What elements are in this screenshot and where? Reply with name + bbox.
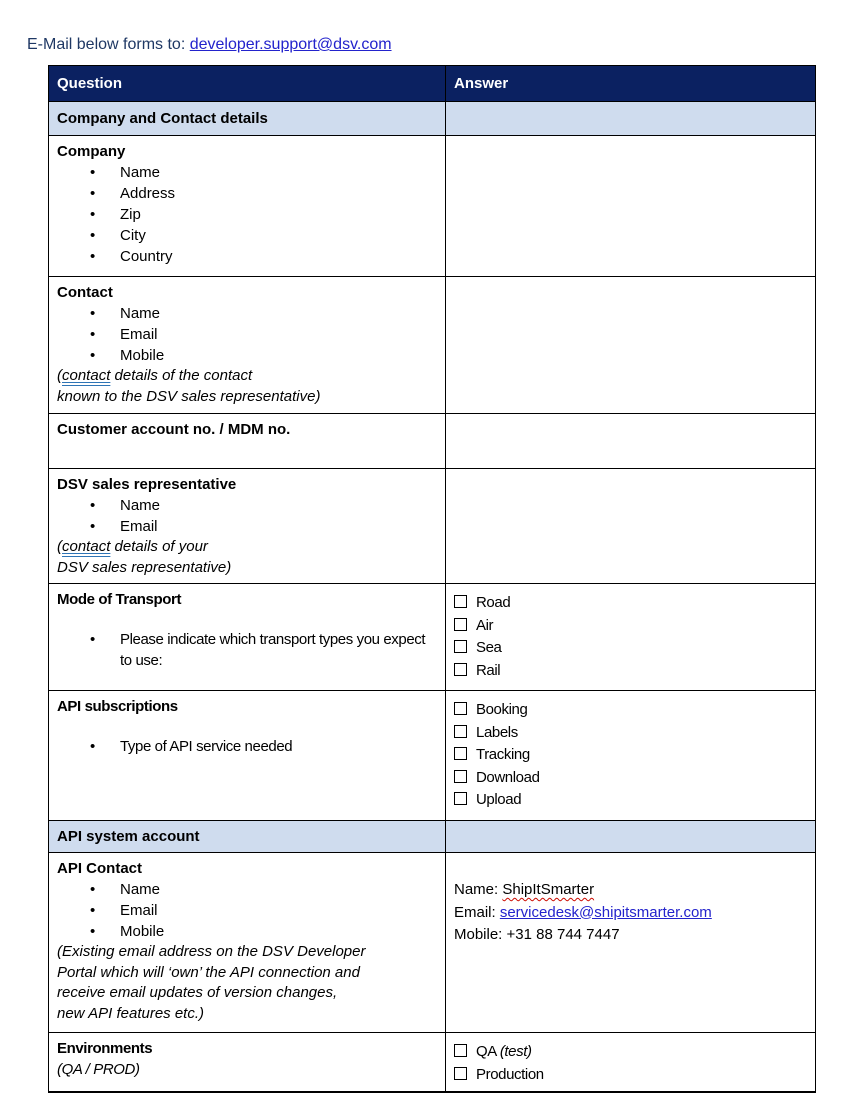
table-row-environments xyxy=(49,1033,816,1093)
checkbox-label: Booking xyxy=(476,701,528,718)
checkbox-option-production[interactable] xyxy=(454,1064,807,1087)
checkbox-icon[interactable] xyxy=(454,702,467,715)
note-text: details of your xyxy=(110,538,208,555)
question-cell-api-subscriptions xyxy=(49,691,446,821)
checkbox-icon[interactable] xyxy=(454,1044,467,1057)
api-contact-bullet-list xyxy=(57,879,437,942)
checkbox-option-sea[interactable] xyxy=(454,637,807,660)
question-title: Contact xyxy=(57,284,113,301)
table-row-mode-of-transport xyxy=(49,584,816,691)
question-title: DSV sales representative xyxy=(57,476,237,493)
checkbox-option-download[interactable] xyxy=(454,767,807,790)
transport-options xyxy=(454,589,807,682)
environment-options xyxy=(454,1038,807,1086)
answer-cell-environments xyxy=(446,1033,816,1093)
checkbox-option-labels[interactable] xyxy=(454,722,807,745)
answer-cell-api-subscriptions xyxy=(446,691,816,821)
checkbox-option-tracking[interactable] xyxy=(454,744,807,767)
question-title: Mode of Transport xyxy=(57,591,182,608)
list-item: • Name xyxy=(57,303,437,324)
checkbox-option-rail[interactable] xyxy=(454,660,807,683)
note-text: ( xyxy=(57,367,62,384)
question-title: API subscriptions xyxy=(57,698,178,715)
checkbox-label: Road xyxy=(476,594,511,611)
question-title: Environments xyxy=(57,1040,153,1057)
section-row-api-system-account xyxy=(49,821,816,853)
list-item: • Type of API service needed xyxy=(57,736,437,757)
question-cell-contact xyxy=(49,277,446,414)
section-title: API system account xyxy=(57,828,200,845)
dsv-support-email-link[interactable]: developer.support@dsv.com xyxy=(189,36,392,53)
note-text: DSV sales representative) xyxy=(57,558,232,576)
intro-line xyxy=(27,36,392,54)
list-item: • Name xyxy=(57,162,437,183)
table-row-company xyxy=(49,136,816,277)
checkbox-option-road[interactable] xyxy=(454,592,807,615)
note-text: receive email updates of version changes, xyxy=(57,984,338,1001)
checkbox-label: Upload xyxy=(476,791,522,808)
list-item: • Please indicate which transport types you expect to use: xyxy=(57,629,437,671)
checkbox-option-booking[interactable] xyxy=(454,699,807,722)
section-title: Company and Contact details xyxy=(57,110,268,127)
list-item: • Name xyxy=(57,495,437,516)
checkbox-label: Download xyxy=(476,768,540,786)
servicedesk-email-link[interactable]: servicedesk@shipitsmarter.com xyxy=(499,903,712,921)
question-title: API Contact xyxy=(57,860,143,877)
checkbox-icon[interactable] xyxy=(454,725,467,738)
answer-column-header: Answer xyxy=(454,75,509,92)
table-row-api-subscriptions xyxy=(49,691,816,821)
spellcheck-flagged-word: ShipItSmarter xyxy=(502,881,595,898)
checkbox-label: QA xyxy=(476,1043,500,1060)
checkbox-label: Sea xyxy=(476,639,502,656)
checkbox-option-air[interactable] xyxy=(454,615,807,638)
question-cell-api-contact xyxy=(49,853,446,1033)
answer-cell-company[interactable] xyxy=(446,136,816,277)
checkbox-option-qa[interactable] xyxy=(454,1041,807,1064)
checkbox-label: Rail xyxy=(476,661,501,679)
answer-cell-contact[interactable] xyxy=(446,277,816,414)
email-label: Email: xyxy=(454,903,500,921)
list-item: • Zip xyxy=(57,204,437,225)
checkbox-label: Air xyxy=(476,616,494,634)
checkbox-icon[interactable] xyxy=(454,747,467,760)
api-contact-note xyxy=(57,942,437,1024)
api-subscription-options xyxy=(454,696,807,812)
list-item: • City xyxy=(57,225,437,246)
intro-label: E-Mail below forms to: xyxy=(27,36,190,53)
list-item: • Email xyxy=(57,900,437,921)
list-item: • Name xyxy=(57,879,437,900)
list-item: • Mobile xyxy=(57,345,437,366)
checkbox-label: Labels xyxy=(476,723,518,741)
list-item: • Address xyxy=(57,183,437,204)
checkbox-icon[interactable] xyxy=(454,595,467,608)
list-item: • Email xyxy=(57,516,437,537)
answer-cell-mode-of-transport xyxy=(446,584,816,691)
note-text: ( xyxy=(57,538,62,555)
table-row-contact xyxy=(49,277,816,414)
transport-bullet-list xyxy=(57,629,437,671)
section-title-cell xyxy=(49,102,446,136)
question-title: Company xyxy=(57,143,126,160)
question-title: Customer account no. / MDM no. xyxy=(57,421,291,438)
section-title-cell xyxy=(49,821,446,853)
header-cell-question xyxy=(49,66,446,102)
note-text: known to the DSV sales representative) xyxy=(57,387,321,405)
checkbox-label: Tracking xyxy=(476,746,530,763)
list-item: • Mobile xyxy=(57,921,437,942)
api-contact-name-line xyxy=(454,879,807,902)
section-answer-cell xyxy=(446,821,816,853)
contact-bullet-list xyxy=(57,303,437,366)
list-item: • Country xyxy=(57,246,437,267)
note-text: details of the contact xyxy=(110,367,253,384)
name-label: Name: xyxy=(454,881,503,898)
note-text: Portal which will ‘own’ the API connection and xyxy=(57,963,360,981)
section-answer-cell xyxy=(446,102,816,136)
checkbox-label: Production xyxy=(476,1065,544,1083)
table-row-api-contact xyxy=(49,853,816,1033)
question-subtitle: (QA / PROD) xyxy=(57,1061,140,1078)
api-contact-answer xyxy=(454,858,807,947)
question-cell-sales-representative xyxy=(49,469,446,584)
table-row-customer-account xyxy=(49,414,816,469)
sales-rep-bullet-list xyxy=(57,495,437,537)
note-text: new API features etc.) xyxy=(57,1004,205,1022)
sales-rep-note xyxy=(57,537,437,578)
checkbox-label-italic: (test) xyxy=(499,1043,532,1060)
api-contact-email-line xyxy=(454,902,807,925)
question-column-header: Question xyxy=(57,75,123,92)
answer-cell-sales-representative[interactable] xyxy=(446,469,816,584)
table-header-row xyxy=(49,66,816,102)
request-form-table xyxy=(48,65,816,1093)
checkbox-icon[interactable] xyxy=(454,1067,467,1080)
checkbox-option-upload[interactable] xyxy=(454,789,807,812)
question-cell-mode-of-transport xyxy=(49,584,446,691)
checkbox-icon[interactable] xyxy=(454,663,467,676)
question-cell-company xyxy=(49,136,446,277)
company-bullet-list xyxy=(57,162,437,267)
grammar-underlined-word: contact xyxy=(62,367,111,384)
checkbox-icon[interactable] xyxy=(454,618,467,631)
answer-cell-customer-account[interactable] xyxy=(446,414,816,469)
list-item: • Email xyxy=(57,324,437,345)
api-contact-mobile-line: Mobile: +31 88 744 7447 xyxy=(454,926,620,943)
header-cell-answer xyxy=(446,66,816,102)
question-cell-environments xyxy=(49,1033,446,1093)
note-text: (Existing email address on the DSV Developer xyxy=(57,943,366,960)
api-subscriptions-bullet-list xyxy=(57,736,437,757)
checkbox-icon[interactable] xyxy=(454,792,467,805)
table-row-sales-representative xyxy=(49,469,816,584)
grammar-underlined-word: contact xyxy=(62,538,111,555)
answer-cell-api-contact[interactable] xyxy=(446,853,816,1033)
checkbox-icon[interactable] xyxy=(454,770,467,783)
question-cell-customer-account xyxy=(49,414,446,469)
section-row-company-details xyxy=(49,102,816,136)
contact-note xyxy=(57,366,437,407)
checkbox-icon[interactable] xyxy=(454,640,467,653)
